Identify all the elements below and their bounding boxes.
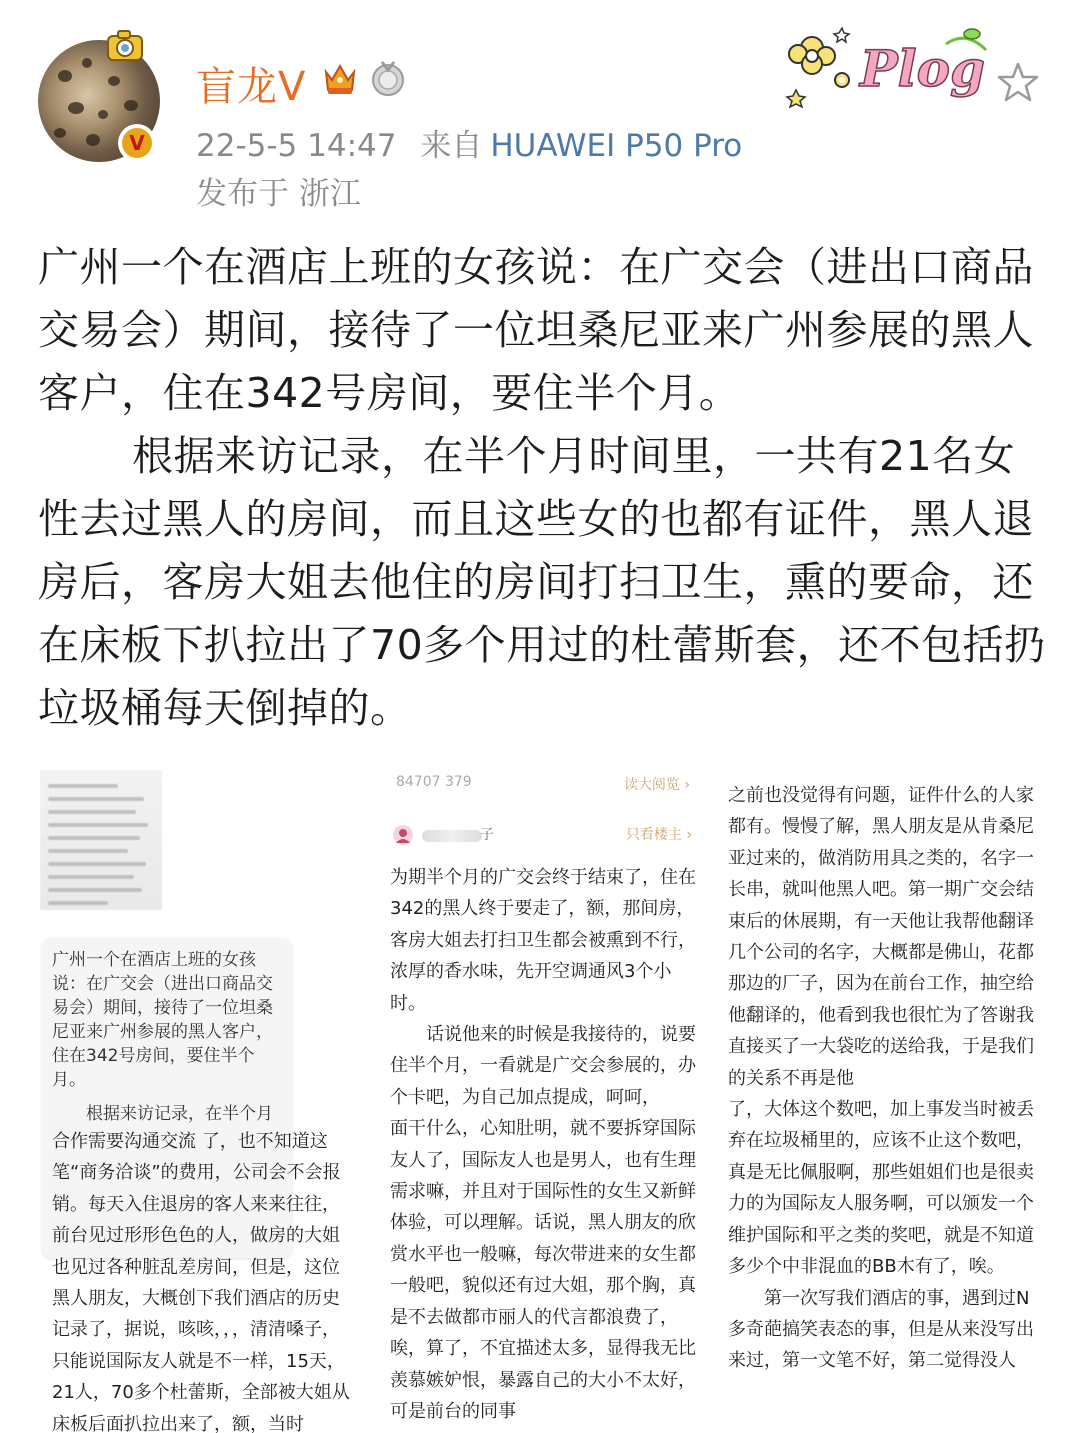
source-prefix: 来自 [420, 128, 483, 164]
plog-sticker[interactable] [776, 14, 996, 114]
collage-image-3[interactable] [718, 770, 1048, 1433]
collage-text-3-p3: 第一次写我们酒店的事，遇到过N多奇葩搞笑表态的事，但是从来没写出来过，第一文笔不好，第二觉得没人 [728, 1287, 1034, 1372]
forum-topbar [376, 774, 710, 794]
star-icon[interactable] [996, 60, 1040, 104]
plog-label: Plog [860, 39, 985, 98]
user-avatar-icon [392, 824, 414, 846]
collage-text-3 [728, 780, 1044, 1377]
username-tail: 子 [480, 827, 494, 843]
collage-text-2 [390, 862, 696, 1427]
timestamp: 22-5-5 14:47 [196, 128, 397, 164]
blurred-thumbnail [40, 770, 162, 910]
collage-image-2[interactable] [376, 770, 710, 1433]
quoted-card-tail: 根据来访记录，在半个月 [86, 1104, 273, 1124]
verified-label: V [122, 128, 152, 158]
collage-text-2-p1: 为期半个月的广交会终于结束了，住在342的黑人终于要走了，额，那间房，客房大姐去打扫卫生都会被熏到不行，浓厚的香水味，先开空调通风3个小时。 [390, 867, 696, 1014]
flower-icon [789, 37, 849, 87]
post-paragraph-2: 根据来访记录，在半个月时间里，一共有21名女性去过黑人的房间，而且这些女的也都有证件，黑人退房后，客房大姐去他住的房间打扫卫生，熏的要命，还在床板下扒拉出了70多个用过的杜蕾斯套，还不包括扔垃圾桶每天倒掉的。 [38, 432, 1046, 732]
camera-icon [104, 26, 148, 66]
view-stats: 84707 379 [396, 774, 472, 790]
device-link[interactable]: HUAWEI P50 Pro [490, 128, 743, 164]
post-paragraph-1: 广州一个在酒店上班的女孩说：在广交会（进出口商品交易会）期间，接待了一位坦桑尼亚来广州参展的黑人客户，住在342号房间，要住半个月。 [38, 243, 1034, 417]
collage-text-1-body: 合作需要沟通交流 了，也不知道这笔“商务洽谈”的费用，公司会不会报销。每天入住退房的客人来来往往，前台见过形形色色的人，做房的大姐也见过各种脏乱差房间，但是，这位黑人朋友，大概创下我们酒店的历史记录了，据说，咳咳，，，清清嗓子，只能说国际友人就是不一样，15天，21人，70多个杜蕾斯，全部被大姐从床板后面扒拉出来了，额，当时 [52, 1131, 350, 1433]
forum-user-line [376, 820, 710, 850]
quoted-card-text: 广州一个在酒店上班的女孩说：在广交会（进出口商品交易会）期间，接待了一位坦桑尼亚来广州参展的黑人客户，住在342号房间，要住半个月。 [52, 950, 273, 1090]
collage-image-1[interactable] [40, 770, 366, 1433]
post-meta [196, 120, 742, 165]
medal-icon [368, 58, 408, 98]
image-collage[interactable] [0, 770, 1080, 1433]
collage-text-3-p1: 之前也没觉得有问题，证件什么的人家都有。慢慢了解，黑人朋友是从肯桑尼亚过来的，做消防用具之类的，名字一长串，就叫他黑人吧。第一期广交会结束后的休展期，有一天他让我帮他翻译几个公司的名字，大概都是佛山，花都那边的厂子，因为在前台工作，抽空给他翻译的，他看到我也很忙为了答谢我直接买了一大袋吃的送给我，于是我们的关系不再是他 [728, 785, 1034, 1089]
collage-text-3-p2: 了，大体这个数吧，加上事发当时被丢弃在垃圾桶里的，应该不止这个数吧，真是无比佩服啊，那些姐姐们也是很卖力的为国际友人服务啊，可以颁发一个维护国际和平之类的奖吧，就是不知道多少个中非混血的BB木有了，唉。 [728, 1099, 1034, 1278]
collage-text-2-p3: 面干什么，心知肚明，就不要拆穿国际友人了，国际友人也是男人，也有生理需求嘛，并且对于国际性的女生又新鲜体验，可以理解。话说，黑人朋友的欣赏水平也一般嘛，每次带进来的女生都一般吧，貌似还有过大姐，那个胸，真是不去做都市丽人的代言都浪费了，唉，算了，不宜描述太多，显得我无比羡慕嫉妒恨，暴露自己的大小不太好，可是前台的同事 [390, 1118, 696, 1422]
collage-text-1 [52, 1126, 352, 1433]
collage-text-2-p2: 话说他来的时候是我接待的，说要住半个月，一看就是广交会参展的，办个卡吧，为自己加点提成，呵呵， [390, 1024, 696, 1108]
read-link[interactable]: 读大阅览 › [623, 777, 690, 793]
only-host-link[interactable]: 只看楼主 › [625, 827, 692, 843]
vip-crown-icon [320, 58, 360, 98]
username[interactable]: 盲龙V [196, 64, 307, 110]
blurred-username [422, 830, 482, 842]
verified-icon [118, 124, 156, 162]
post-body [38, 236, 1048, 740]
location: 发布于 浙江 [196, 176, 361, 212]
